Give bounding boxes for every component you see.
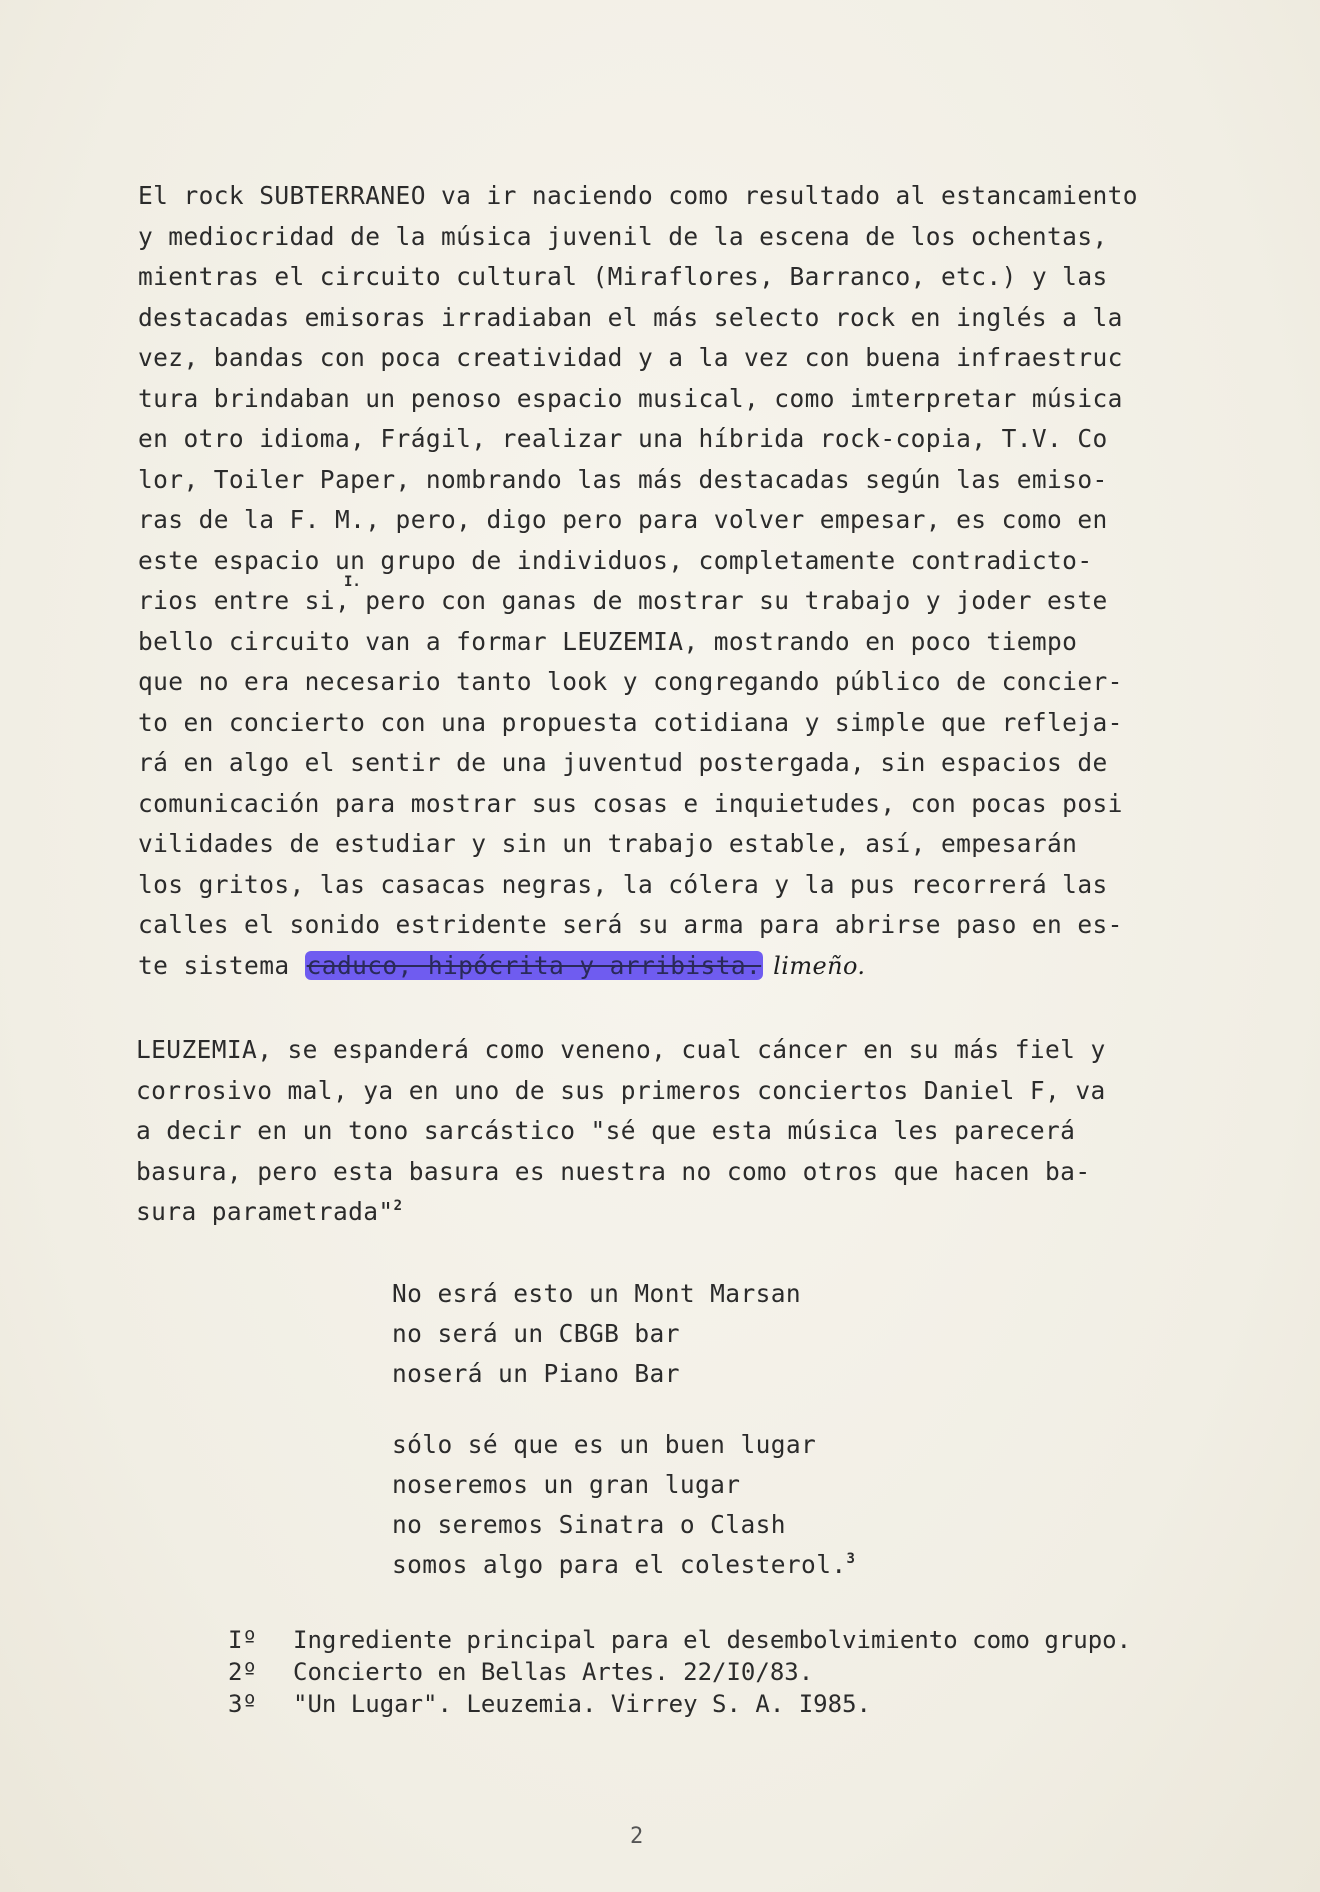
footnote-text: Concierto en Bellas Artes. 22/I0/83. xyxy=(293,1658,814,1686)
text-line: este espacio un grupo de individuos, completamente contradicto- xyxy=(138,545,1093,575)
paragraph-2 xyxy=(136,1030,1216,1233)
footnote-mark-2: 2 xyxy=(393,1198,403,1214)
footnote-item xyxy=(228,1658,1193,1686)
footnote-item xyxy=(228,1626,1193,1654)
poem-stanza-2 xyxy=(392,1425,855,1585)
footnote-mark-1: I. xyxy=(344,574,361,590)
paragraph-1 xyxy=(138,176,1218,986)
text-line: rios entre si, pero con ganas de mostrar su trabajo y joder este xyxy=(138,586,1108,615)
poem-line: sólo sé que es un buen lugar xyxy=(392,1430,817,1459)
poem-line-with-footnote xyxy=(392,1545,855,1585)
text-line: calles el sonido estridente será su arma para abrirse paso en es- xyxy=(138,910,1123,939)
footnote-number: 3º xyxy=(228,1690,257,1718)
text-line: y mediocridad de la música juvenil de la escena de los ochentas, xyxy=(138,221,1108,251)
footnote-item xyxy=(228,1690,1193,1718)
page-number: 2 xyxy=(630,1824,644,1849)
highlighted-struck-text: caduco, hipócrita y arribista. xyxy=(306,950,762,980)
footnote-mark-3: 3 xyxy=(846,1551,856,1567)
text-line: LEUZEMIA, se espanderá como veneno, cual cáncer en su más fiel y xyxy=(136,1035,1106,1064)
footnote-number: 2º xyxy=(228,1658,257,1686)
text-line: vez, bandas con poca creatividad y a la vez con buena infraestruc xyxy=(138,343,1123,372)
text-line: en otro idioma, Frágil, realizar una híbrida rock-copia, T.V. Co xyxy=(138,424,1108,453)
text-line: mientras el circuito cultural (Miraflores, Barranco, etc.) y las xyxy=(138,262,1108,291)
footnote-text: "Un Lugar". Leuzemia. Virrey S. A. I985. xyxy=(293,1690,871,1718)
text-line: a decir en un tono sarcástico "sé que esta música les parecerá xyxy=(136,1116,1076,1145)
text-line: sura parametrada" xyxy=(136,1197,394,1226)
text-line: bello circuito van a formar LEUZEMIA, mostrando en poco tiempo xyxy=(138,626,1078,656)
poem-line: no seremos Sinatra o Clash xyxy=(392,1510,786,1539)
text-line-with-footnote xyxy=(136,1192,1216,1233)
poem-line: somos algo para el colesterol. xyxy=(392,1550,847,1579)
last-line xyxy=(138,946,1218,987)
text-line: que no era necesario tanto look y congregando público de concier- xyxy=(138,667,1123,696)
poem-stanza-1 xyxy=(392,1274,801,1394)
footnote-text: Ingrediente principal para el desembolvimiento como grupo. xyxy=(293,1626,1132,1654)
footnote-number: Iº xyxy=(228,1626,257,1654)
poem-line: no será un CBGB bar xyxy=(392,1319,680,1348)
text-line: to en concierto con una propuesta cotidiana y simple que refleja- xyxy=(138,707,1123,737)
text-line-with-footnote xyxy=(138,581,1218,622)
poem-line: noserá un Piano Bar xyxy=(392,1359,680,1388)
text-line: comunicación para mostrar sus cosas e inquietudes, con pocas posi xyxy=(138,788,1123,818)
poem-line: No esrá esto un Mont Marsan xyxy=(392,1279,802,1308)
footnotes xyxy=(228,1626,1193,1722)
handwritten-correction: limeño. xyxy=(773,951,866,980)
text-line: destacadas emisoras irradiaban el más selecto rock en inglés a la xyxy=(138,302,1123,332)
text-line: tura brindaban un penoso espacio musical, como imterpretar música xyxy=(138,383,1123,413)
text-line: rá en algo el sentir de una juventud postergada, sin espacios de xyxy=(138,748,1108,777)
text-line: corrosivo mal, ya en uno de sus primeros conciertos Daniel F, va xyxy=(136,1075,1106,1105)
text-line: vilidades de estudiar y sin un trabajo estable, así, empesarán xyxy=(138,829,1078,858)
poem-line: noseremos un gran lugar xyxy=(392,1470,741,1499)
text-line: lor, Toiler Paper, nombrando las más destacadas según las emiso- xyxy=(138,464,1108,494)
text-line: los gritos, las casacas negras, la cólera y la pus recorrerá las xyxy=(138,869,1108,899)
last-line-prefix: te sistema xyxy=(138,950,305,980)
text-line: basura, pero esta basura es nuestra no como otros que hacen ba- xyxy=(136,1156,1091,1186)
text-line: El rock SUBTERRANEO va ir naciendo como resultado al estancamiento xyxy=(138,181,1138,210)
text-line: ras de la F. M., pero, digo pero para volver empesar, es como en xyxy=(138,505,1108,534)
